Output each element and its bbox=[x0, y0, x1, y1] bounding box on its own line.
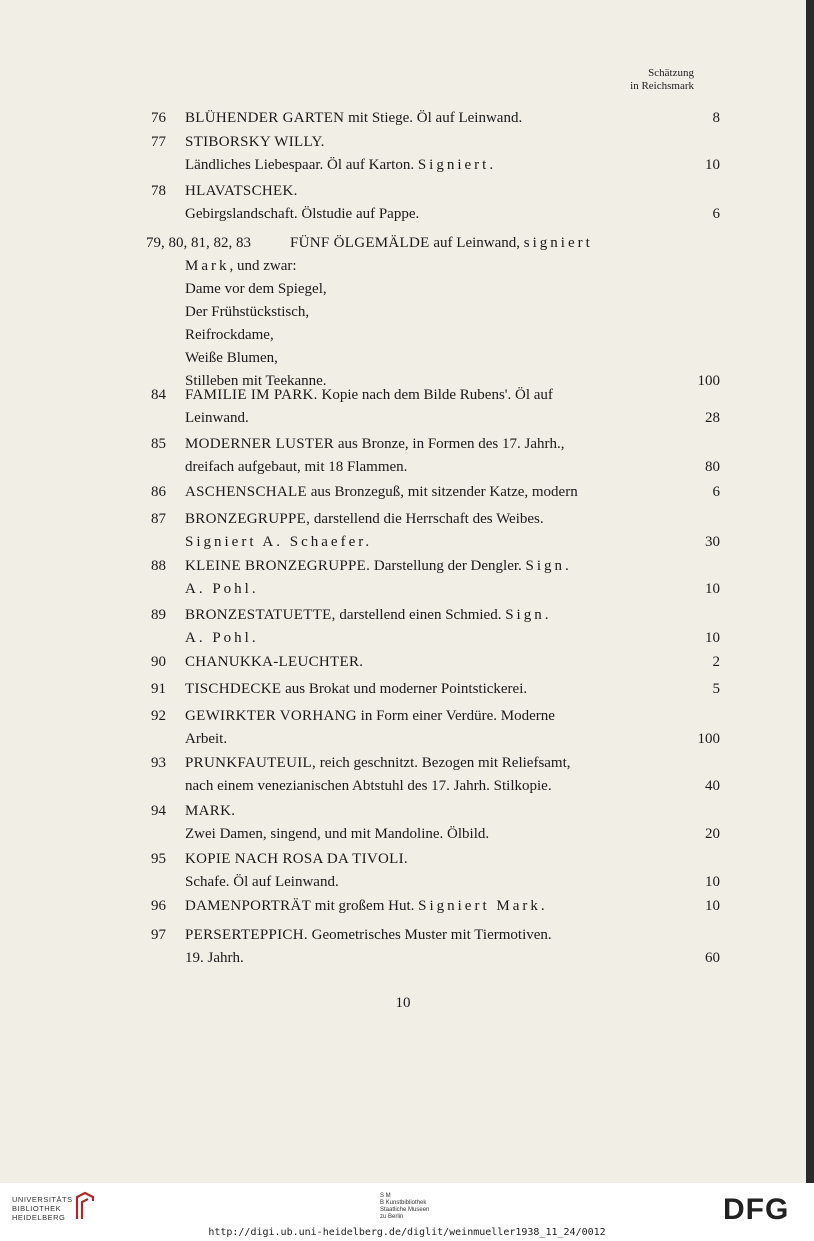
entry-text-line bbox=[185, 823, 489, 846]
entry-text-line bbox=[185, 775, 552, 798]
entry-text-line bbox=[185, 947, 244, 970]
lot-number: 88 bbox=[151, 558, 166, 574]
stamp-line: S M bbox=[380, 1193, 391, 1199]
lot-number: 96 bbox=[151, 898, 166, 914]
estimate-price: 10 bbox=[705, 581, 720, 597]
entry-text-line bbox=[185, 384, 553, 407]
entry-text-line bbox=[185, 347, 278, 370]
column-header bbox=[630, 67, 694, 93]
entry-text-line bbox=[185, 278, 327, 301]
description-text: Reifrockdame, bbox=[185, 327, 274, 343]
description-text: Der Frühstückstisch, bbox=[185, 304, 310, 320]
entry-text-line bbox=[185, 728, 227, 751]
entry-text-line bbox=[185, 871, 339, 894]
description-text: Stilleben mit Teekanne. bbox=[185, 373, 327, 389]
description-text: Leinwand. bbox=[185, 410, 249, 426]
university-library-logo[interactable] bbox=[12, 1195, 73, 1222]
lot-number: 87 bbox=[151, 511, 166, 527]
university-mark-icon bbox=[74, 1191, 96, 1221]
lot-title: PRUNKFAUTEUIL, bbox=[185, 755, 317, 771]
entry-text-line bbox=[185, 508, 544, 531]
lot-title: MODERNER LUSTER bbox=[185, 436, 335, 452]
spaced-text: Sign. bbox=[505, 607, 552, 623]
entry-text-line bbox=[185, 154, 496, 177]
entry-text-line bbox=[185, 481, 578, 504]
spaced-text: A. Pohl. bbox=[185, 581, 259, 597]
lot-number: 92 bbox=[151, 708, 166, 724]
logo-text-line: BIBLIOTHEK bbox=[12, 1204, 62, 1213]
entry-text-line bbox=[185, 705, 555, 728]
lot-title: GEWIRKTER VORHANG bbox=[185, 708, 357, 724]
description-text: Schafe. Öl auf Leinwand. bbox=[185, 874, 339, 890]
logo-text-line: HEIDELBERG bbox=[12, 1213, 66, 1222]
lot-number: 97 bbox=[151, 927, 166, 943]
lot-title: PERSERTEPPICH. bbox=[185, 927, 308, 943]
entry-text-line bbox=[185, 324, 274, 347]
description-text: mit großem Hut. bbox=[311, 898, 419, 914]
lot-number: 78 bbox=[151, 183, 166, 199]
spaced-text: Mark bbox=[185, 258, 230, 274]
lot-number: 89 bbox=[151, 607, 166, 623]
viewer-footer bbox=[0, 1183, 814, 1241]
spaced-text: A. Pohl. bbox=[185, 630, 259, 646]
estimate-price: 40 bbox=[705, 778, 720, 794]
description-text: Darstellung der Dengler. bbox=[370, 558, 526, 574]
description-text: aus Brokat und moderner Pointstickerei. bbox=[281, 681, 528, 697]
lot-number: 91 bbox=[151, 681, 166, 697]
page-number: 10 bbox=[395, 995, 411, 1011]
lot-title: KOPIE NACH ROSA DA TIVOLI. bbox=[185, 851, 408, 867]
stamp-line: B Kunstbibliothek bbox=[380, 1200, 427, 1206]
description-text: auf Leinwand, bbox=[429, 235, 524, 251]
entry-text-line bbox=[185, 255, 297, 278]
column-header-line2: in Reichsmark bbox=[630, 80, 694, 92]
entry-text-line bbox=[185, 924, 552, 947]
lot-number: 85 bbox=[151, 436, 166, 452]
description-text: aus Bronze, in Formen des 17. Jahrh., bbox=[334, 436, 565, 452]
dfg-logo[interactable]: DFG bbox=[723, 1193, 790, 1226]
estimate-price: 20 bbox=[705, 826, 720, 842]
spaced-text: signiert bbox=[523, 235, 593, 251]
library-stamp bbox=[380, 1193, 429, 1221]
column-header-line1: Schätzung bbox=[648, 67, 694, 79]
entry-text-line bbox=[185, 531, 372, 554]
lot-number: 90 bbox=[151, 654, 166, 670]
estimate-price: 100 bbox=[697, 731, 720, 747]
estimate-price: 28 bbox=[705, 410, 720, 426]
description-text: Arbeit. bbox=[185, 731, 228, 747]
lot-title: HLAVATSCHEK. bbox=[185, 183, 298, 199]
entry-text-line bbox=[185, 627, 259, 650]
lot-number: 95 bbox=[151, 851, 166, 867]
spaced-text: Signiert. bbox=[417, 157, 497, 173]
entry-text-line bbox=[185, 407, 249, 430]
description-text: Weiße Blumen, bbox=[185, 350, 278, 366]
lot-number: 93 bbox=[151, 755, 166, 771]
entry-text-line bbox=[185, 651, 363, 674]
description-text: darstellend einen Schmied. bbox=[335, 607, 506, 623]
entry-text-line bbox=[185, 456, 407, 479]
estimate-price: 6 bbox=[712, 484, 720, 500]
estimate-price: 80 bbox=[705, 459, 720, 475]
lot-title: KLEINE BRONZEGRUPPE. bbox=[185, 558, 371, 574]
entry-text-line bbox=[290, 232, 593, 255]
description-text: aus Bronzeguß, mit sitzender Katze, modern bbox=[306, 484, 578, 500]
stamp-line: Staatliche Museen bbox=[380, 1207, 430, 1213]
lot-number: 77 bbox=[151, 134, 166, 150]
entry-text-line bbox=[185, 848, 408, 871]
description-text: nach einem venezianischen Abtstuhl des 17. Jahrh. Stilkopie. bbox=[185, 778, 552, 794]
page-edge bbox=[806, 0, 814, 1183]
permalink-url[interactable]: http://digi.ub.uni-heidelberg.de/diglit/weinmueller1938_11_24/0012 bbox=[208, 1227, 606, 1238]
entry-text-line bbox=[185, 301, 309, 324]
description-text: Ländliches Liebespaar. Öl auf Karton. bbox=[185, 157, 418, 173]
entry-text-line bbox=[185, 203, 419, 226]
lot-number: 94 bbox=[151, 803, 166, 819]
spaced-text: Signiert A. Schaefer. bbox=[185, 534, 373, 550]
description-text: Dame vor dem Spiegel, bbox=[185, 281, 327, 297]
estimate-price: 100 bbox=[697, 373, 720, 389]
description-text: darstellend die Herrschaft des Weibes. bbox=[310, 511, 544, 527]
lot-number: 84 bbox=[151, 387, 166, 403]
estimate-price: 2 bbox=[712, 654, 720, 670]
lot-title: TISCHDECKE bbox=[185, 681, 282, 697]
entry-text-line bbox=[185, 180, 298, 203]
description-text: Gebirgslandschaft. Ölstudie auf Pappe. bbox=[185, 206, 420, 222]
entry-text-line bbox=[185, 578, 259, 601]
description-text: 19. Jahrh. bbox=[185, 950, 244, 966]
logo-text-line: UNIVERSITÄTS bbox=[12, 1195, 73, 1204]
lot-title: CHANUKKA-LEUCHTER. bbox=[185, 654, 364, 670]
lot-title: ASCHENSCHALE bbox=[185, 484, 307, 500]
entry-text-line bbox=[185, 678, 527, 701]
stamp-line: zu Berlin bbox=[380, 1214, 404, 1220]
lot-title: BRONZEGRUPPE, bbox=[185, 511, 311, 527]
description-text: in Form einer Verdüre. Moderne bbox=[356, 708, 555, 724]
spaced-text: Sign. bbox=[525, 558, 572, 574]
estimate-price: 10 bbox=[705, 898, 720, 914]
lot-title: MARK. bbox=[185, 803, 236, 819]
estimate-price: 60 bbox=[705, 950, 720, 966]
lot-title: DAMENPORTRÄT bbox=[185, 898, 312, 914]
estimate-price: 5 bbox=[712, 681, 720, 697]
description-text: mit Stiege. Öl auf Leinwand. bbox=[344, 110, 523, 126]
lot-title: BLÜHENDER GARTEN bbox=[185, 110, 345, 126]
estimate-price: 10 bbox=[705, 874, 720, 890]
description-text: , und zwar: bbox=[229, 258, 297, 274]
estimate-price: 10 bbox=[705, 157, 720, 173]
lot-title: FÜNF ÖLGEMÄLDE bbox=[290, 235, 430, 251]
description-text: dreifach aufgebaut, mit 18 Flammen. bbox=[185, 459, 408, 475]
estimate-price: 30 bbox=[705, 534, 720, 550]
description-text: reich geschnitzt. Bezogen mit Reliefsamt, bbox=[316, 755, 571, 771]
lot-number: 79, 80, 81, 82, 83 bbox=[146, 235, 251, 251]
description-text: Geometrisches Muster mit Tiermotiven. bbox=[307, 927, 552, 943]
entry-text-line bbox=[185, 895, 548, 918]
estimate-price: 8 bbox=[712, 110, 720, 126]
entry-text-line bbox=[185, 752, 571, 775]
lot-title: FAMILIE IM PARK. bbox=[185, 387, 318, 403]
entry-text-line bbox=[185, 107, 522, 130]
entry-text-line bbox=[185, 800, 235, 823]
entry-text-line bbox=[185, 131, 325, 154]
estimate-price: 6 bbox=[712, 206, 720, 222]
entry-text-line bbox=[185, 604, 551, 627]
lot-number: 76 bbox=[151, 110, 166, 126]
lot-title: BRONZESTATUETTE, bbox=[185, 607, 336, 623]
description-text: Zwei Damen, singend, und mit Mandoline. Ölbild. bbox=[185, 826, 490, 842]
entry-text-line bbox=[185, 555, 572, 578]
lot-number: 86 bbox=[151, 484, 166, 500]
estimate-price: 10 bbox=[705, 630, 720, 646]
description-text: Kopie nach dem Bilde Rubens'. Öl auf bbox=[317, 387, 553, 403]
spaced-text: Signiert Mark. bbox=[418, 898, 548, 914]
entry-text-line bbox=[185, 433, 564, 456]
lot-title: STIBORSKY WILLY. bbox=[185, 134, 325, 150]
